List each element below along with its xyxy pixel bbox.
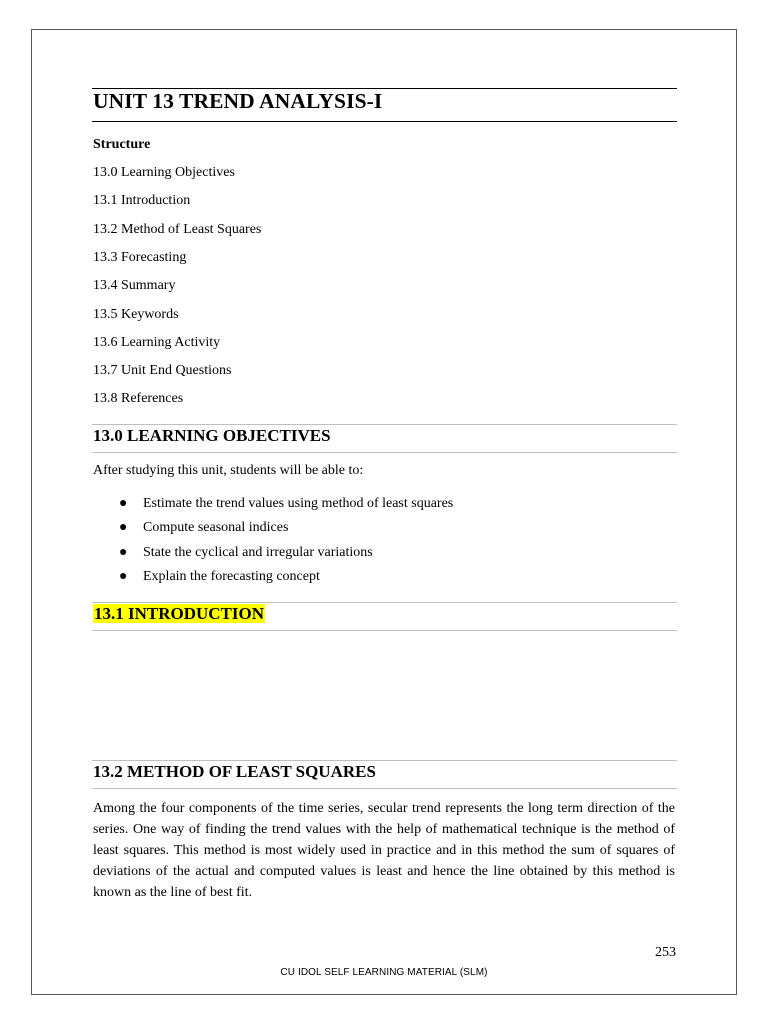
toc-item: 13.2 Method of Least Squares [93,222,262,237]
structure-heading: Structure [93,137,151,152]
objective-text: Compute seasonal indices [143,520,289,535]
unit-title: UNIT 13 TREND ANALYSIS-I [93,89,383,113]
toc-item: 13.7 Unit End Questions [93,363,232,378]
objective-text: Estimate the trend values using method of least squares [143,496,454,511]
toc-item: 13.3 Forecasting [93,250,187,265]
bullet-icon: ● [119,496,128,511]
section-rule [92,788,677,789]
page-number: 253 [655,945,676,960]
title-bottom-rule [92,121,677,122]
section-rule [92,602,677,603]
bullet-icon: ● [119,569,128,584]
introduction-heading [93,604,265,624]
section-rule [92,452,677,453]
bullet-icon: ● [119,545,128,560]
section-rule [92,424,677,425]
toc-item: 13.1 Introduction [93,193,191,208]
least-squares-heading: 13.2 METHOD OF LEAST SQUARES [93,762,376,781]
toc-item: 13.0 Learning Objectives [93,165,235,180]
toc-item: 13.6 Learning Activity [93,335,221,350]
introduction-heading-text: 13.1 INTRODUCTION [94,604,265,623]
least-squares-paragraph: Among the four components of the time series, secular trend represents the long term direction of the series. One way of finding the trend values with the help of mathematical technique is the method of least squares. This method is most widely used in practice and in this method the sum of squares of deviations of the actual and computed values is least and hence the line obtained by this method is known as the line of best fit. [93,801,675,900]
toc-item: 13.8 References [93,391,184,406]
toc-item: 13.5 Keywords [93,307,179,322]
toc-item: 13.4 Summary [93,278,176,293]
bullet-icon: ● [119,520,128,535]
objectives-intro: After studying this unit, students will be able to: [93,463,364,478]
section-rule [92,630,677,631]
learning-objectives-heading: 13.0 LEARNING OBJECTIVES [93,426,331,445]
section-rule [92,760,677,761]
footer-text: CU IDOL SELF LEARNING MATERIAL (SLM) [280,967,488,978]
objective-text: Explain the forecasting concept [143,569,320,584]
objective-text: State the cyclical and irregular variations [143,545,373,560]
